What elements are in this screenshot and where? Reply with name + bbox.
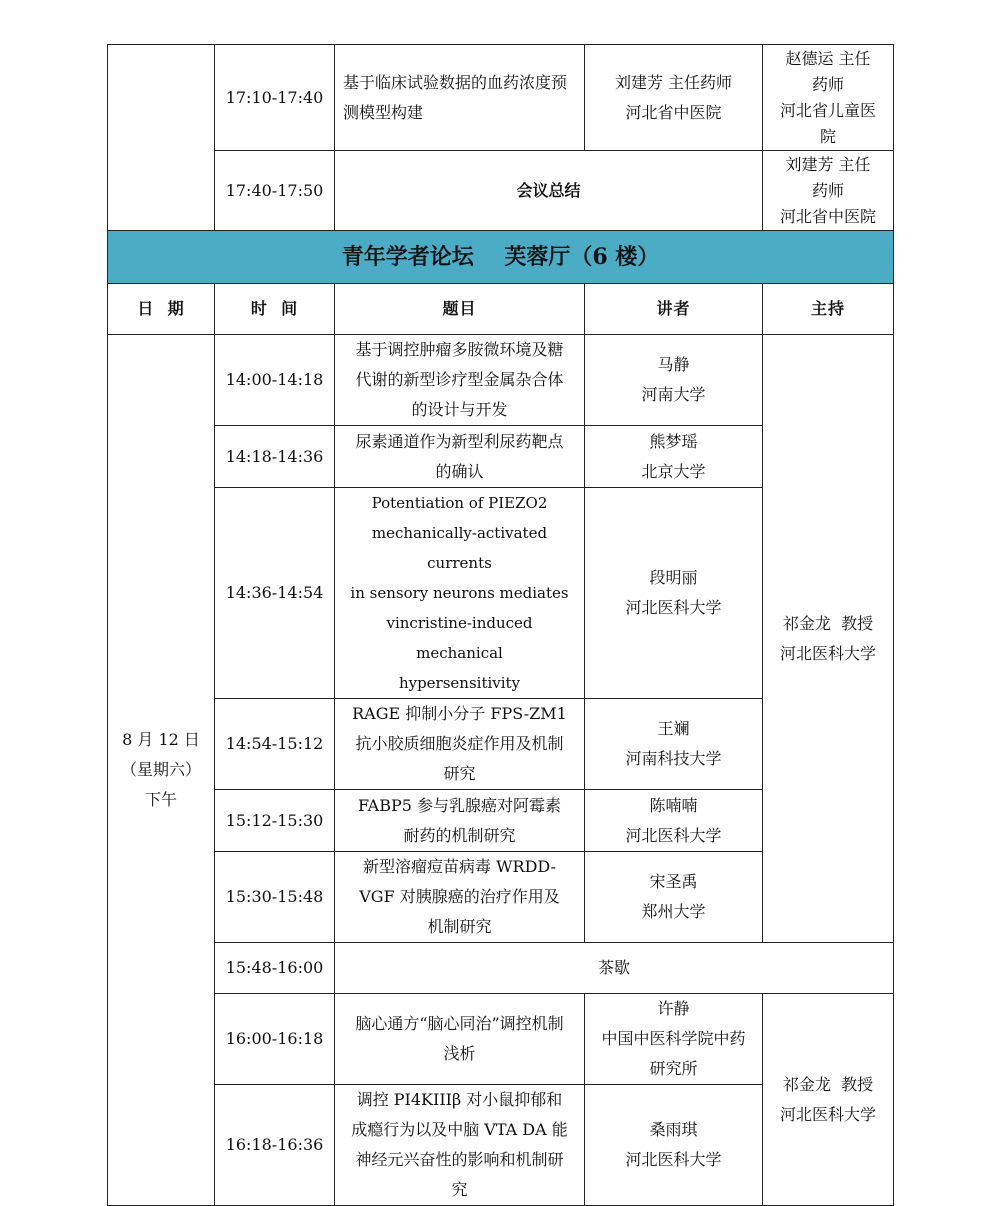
topic-line: 机制研究 [427,917,492,936]
host-line: 祁金龙 教授 [782,1074,874,1094]
time-cell: 15:12-15:30 [215,790,335,852]
topic-cell [335,426,585,488]
section-title: 青年学者论坛 芙蓉厅（6 楼） [108,231,894,284]
speaker-affiliation: 郑州大学 [641,902,706,921]
host-line: 药师 [811,74,844,94]
table-row [108,335,894,426]
table-row [108,151,894,231]
host-cell [763,335,894,943]
break-label: 茶歇 [335,943,894,994]
speaker-name: 宋圣禹 [649,872,698,891]
topic-line: mechanically-activated currents [371,524,548,572]
date-cell [108,335,215,1206]
break-row [108,943,894,994]
time-cell: 14:36-14:54 [215,488,335,699]
topic-line: 的确认 [435,461,484,481]
time-cell: 17:40-17:50 [215,151,335,231]
topic-line: vincristine-induced mechanical [386,614,533,662]
time-cell: 16:18-16:36 [215,1085,335,1206]
speaker-cell [585,699,763,790]
time-cell: 14:00-14:18 [215,335,335,426]
date-line: 8 月 12 日 [122,730,200,749]
header-time: 时 间 [215,284,335,335]
topic-cell [335,488,585,699]
host-line: 河北省中医院 [779,206,876,226]
host-cell [763,45,894,151]
topic-line: Potentiation of PIEZO2 [371,494,548,512]
host-line: 河北省儿童医 [779,100,876,120]
host-line: 河北医科大学 [779,643,876,663]
topic-cell: 基于临床试验数据的血药浓度预测模型构建 [335,45,585,151]
time-cell: 15:30-15:48 [215,852,335,943]
schedule-table [107,44,894,1206]
speaker-affiliation: 研究所 [649,1059,698,1078]
summary-cell: 会议总结 [335,151,763,231]
speaker-affiliation: 中国中医科学院中药 [601,1029,746,1048]
speaker-cell [585,426,763,488]
speaker-affiliation: 河北医科大学 [625,598,722,617]
host-line: 祁金龙 教授 [782,613,874,633]
topic-line: 新型溶瘤痘苗病毒 WRDD- [363,857,556,876]
topic-line: VGF 对胰腺癌的治疗作用及 [359,887,560,906]
speaker-cell [585,45,763,151]
speaker-name: 许静 [657,999,690,1018]
topic-line: 基于调控肿瘤多胺微环境及糖 [355,340,564,359]
speaker-name: 桑雨琪 [649,1120,698,1139]
host-line: 院 [819,126,836,146]
topic-line: 神经元兴奋性的影响和机制研 [355,1150,564,1169]
topic-cell [335,1085,585,1206]
topic-line: 研究 [443,764,476,783]
host-cell [763,994,894,1206]
topic-line: FABP5 参与乳腺癌对阿霉素 [357,795,562,815]
header-row [108,284,894,335]
host-cell [763,151,894,231]
topic-line: 浅析 [443,1044,476,1063]
table-row [108,45,894,151]
speaker-name: 王斓 [657,719,690,738]
host-line: 药师 [811,180,844,200]
topic-line: 抗小胶质细胞炎症作用及机制 [355,734,564,753]
time-cell: 16:00-16:18 [215,994,335,1085]
speaker-affiliation: 河南科技大学 [625,749,722,768]
speaker-name: 段明丽 [649,568,698,587]
topic-cell [335,335,585,426]
speaker-cell [585,852,763,943]
speaker-cell [585,488,763,699]
speaker-cell [585,994,763,1085]
host-line: 赵德运 主任 [785,48,871,68]
topic-line: RAGE 抑制小分子 FPS-ZM1 [352,704,567,723]
date-line: （星期六） [120,760,201,779]
topic-line: 耐药的机制研究 [403,825,516,845]
speaker-name: 刘建芳 主任药师 [614,72,733,92]
topic-line: in sensory neurons mediates [350,584,569,602]
time-cell: 17:10-17:40 [215,45,335,151]
speaker-cell [585,1085,763,1206]
topic-cell [335,852,585,943]
topic-line: 的设计与开发 [411,400,508,419]
header-host: 主持 [763,284,894,335]
table-row [108,994,894,1085]
time-cell: 14:54-15:12 [215,699,335,790]
host-line: 刘建芳 主任 [785,154,871,174]
section-banner [108,231,894,284]
topic-line: 尿素通道作为新型利尿药靶点 [355,431,564,451]
speaker-affiliation: 河北省中医院 [625,102,722,122]
speaker-affiliation: 河南大学 [641,385,706,404]
date-cell-empty [108,45,215,231]
date-line: 下午 [144,790,177,809]
topic-cell [335,790,585,852]
topic-cell [335,699,585,790]
topic-line: 究 [451,1180,468,1199]
speaker-cell [585,790,763,852]
speaker-name: 马静 [657,355,690,374]
topic-line: 代谢的新型诊疗型金属杂合体 [355,370,564,389]
speaker-cell [585,335,763,426]
speaker-name: 熊梦瑶 [649,431,698,451]
topic-line: 成瘾行为以及中脑 VTA DA 能 [351,1120,568,1139]
header-topic: 题目 [335,284,585,335]
topic-line: 调控 PI4KIIIβ 对小鼠抑郁和 [356,1090,563,1109]
time-cell: 14:18-14:36 [215,426,335,488]
topic-line: hypersensitivity [398,674,521,692]
time-cell: 15:48-16:00 [215,943,335,994]
header-date: 日 期 [108,284,215,335]
host-line: 河北医科大学 [779,1104,876,1124]
speaker-affiliation: 北京大学 [641,461,706,481]
header-speaker: 讲者 [585,284,763,335]
topic-line: 脑心通方“脑心同治”调控机制 [355,1014,564,1033]
speaker-name: 陈喃喃 [649,795,698,815]
speaker-affiliation: 河北医科大学 [625,825,722,845]
topic-cell [335,994,585,1085]
speaker-affiliation: 河北医科大学 [625,1150,722,1169]
